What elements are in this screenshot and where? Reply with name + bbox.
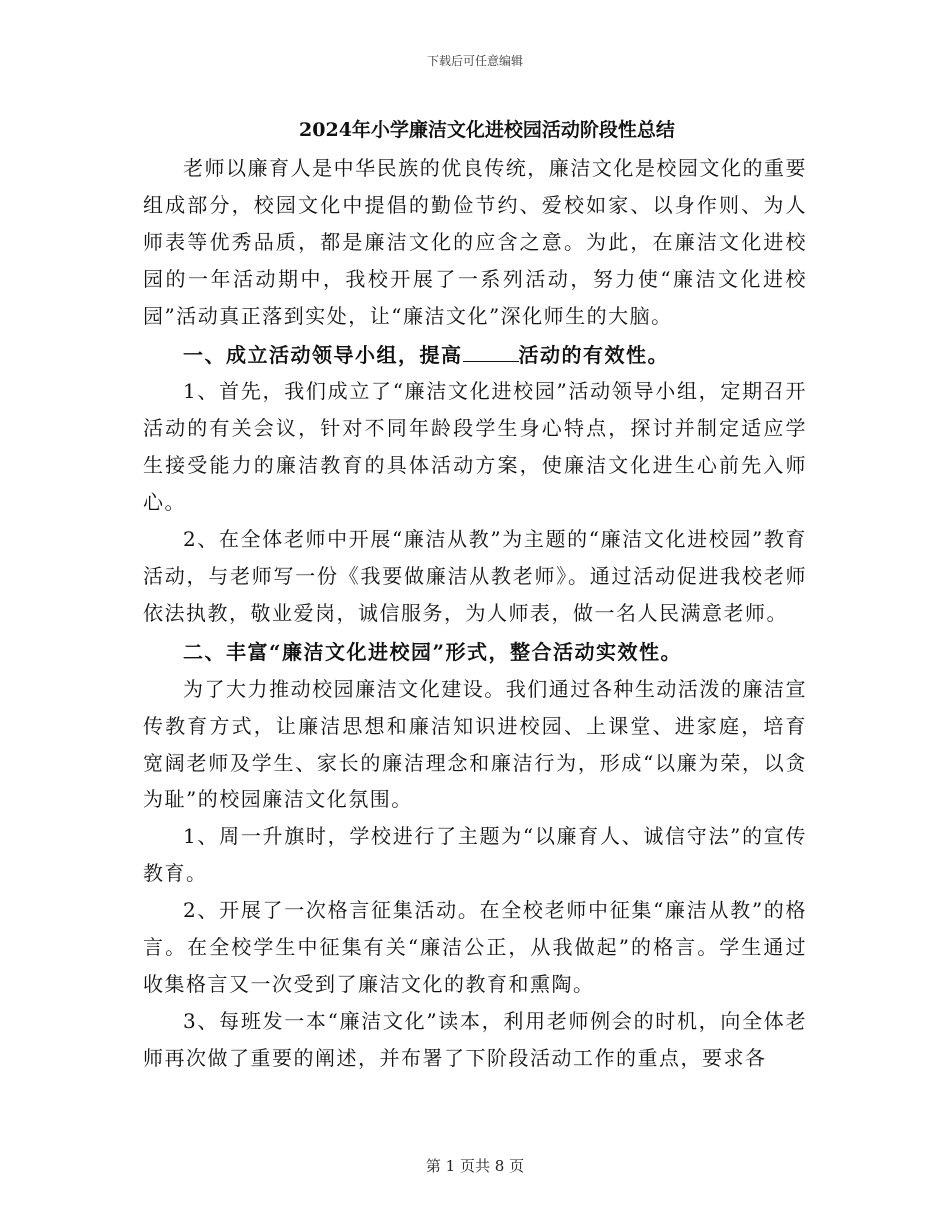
section-1-item-1: 1、首先，我们成立了“廉洁文化进校园”活动领导小组，定期召开活动的有关会议，针对不同年龄段学生身心特点，探讨并制定适应学生接受能力的廉洁教育的具体活动方案，使廉洁文化进生心前先入师心。 (143, 379, 807, 515)
section-2-intro: 为了大力推动校园廉洁文化建设。我们通过各种生动活泼的廉洁宣传教育方式，让廉洁思想和廉洁知识进校园、上课堂、进家庭，培育宽阔老师及学生、家长的廉洁理念和廉洁行为，形成“以廉为荣，以贪为耻”的校园廉洁文化氛围。 (143, 676, 807, 812)
fill-blank (463, 341, 519, 362)
section-1-item-2: 2、在全体老师中开展“廉洁从教”为主题的“廉洁文化进校园”教育活动，与老师写一份《我要做廉洁从教老师》。通过活动促进我校老师依法执教，敬业爱岗，诚信服务，为人师表，做一名人民满意老师。 (143, 527, 807, 625)
section-2-item-2: 2、开展了一次格言征集活动。在全校老师中征集“廉洁从教”的格言。在全校学生中征集有关“廉洁公正，从我做起”的格言。学生通过收集格言又一次受到了廉洁文化的教育和熏陶。 (143, 898, 807, 996)
section-2-item-1: 1、周一升旗时，学校进行了主题为“以廉育人、诚信守法”的宣传教育。 (143, 824, 807, 886)
section-1-heading-text-end: 活动的有效性。 (518, 342, 669, 367)
intro-paragraph: 老师以廉育人是中华民族的优良传统，廉洁文化是校园文化的重要组成部分，校园文化中提倡的勤俭节约、爱校如家、以身作则、为人师表等优秀品质，都是廉洁文化的应含之意。为此，在廉洁文化进校园的一年活动期中，我校开展了一系列活动，努力使“廉洁文化进校园”活动真正落到实处，让“廉洁文化”深化师生的大脑。 (143, 156, 807, 328)
page-footer-number: 第 1 页共 8 页 (425, 1157, 525, 1175)
document-title: 2024年小学廉洁文化进校园活动阶段性总结 (299, 119, 675, 141)
document-body (143, 110, 807, 1077)
section-2-item-3: 3、每班发一本“廉洁文化”读本，利用老师例会的时机，向全体老师再次做了重要的阐述，并布署了下阶段活动工作的重点，要求各 (143, 1008, 807, 1070)
page-header-note: 下载后可任意编辑 (426, 54, 523, 68)
section-2-heading: 二、丰富“廉洁文化进校园”形式，整合活动实效性。 (183, 639, 683, 664)
section-1-heading-text: 一、成立活动领导小组，提高 (183, 342, 463, 367)
section-1-heading (143, 337, 807, 374)
